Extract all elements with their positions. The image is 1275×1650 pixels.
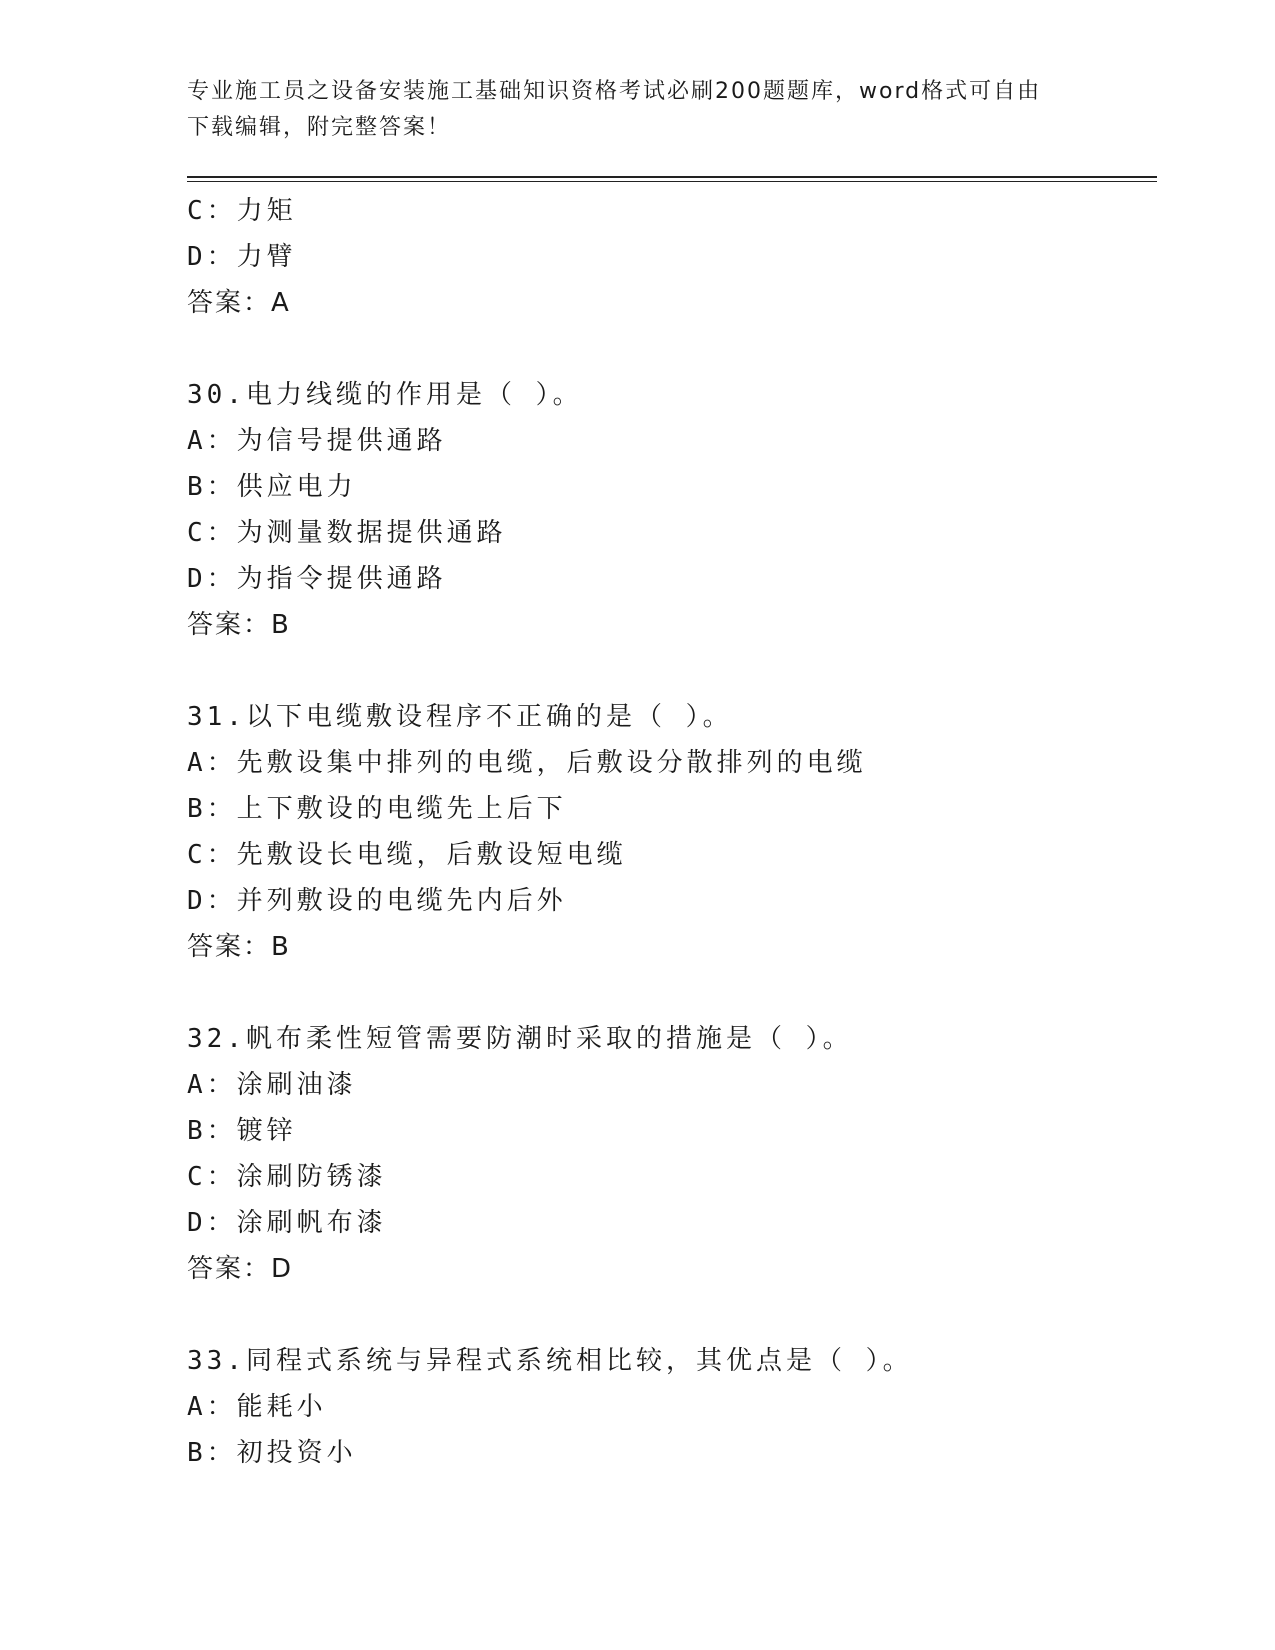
header-rule-thick: [187, 176, 1157, 178]
prev-question-block: [187, 188, 1157, 326]
answer-line: 答案：B: [187, 610, 291, 640]
option-b: B：上下敷设的电缆先上后下: [187, 794, 567, 824]
option-d: D：并列敷设的电缆先内后外: [187, 886, 567, 916]
option-a: A：为信号提供通路: [187, 426, 447, 456]
header-rule-thin: [187, 181, 1157, 182]
question-stem: 32.帆布柔性短管需要防潮时采取的措施是（ ）。: [187, 1024, 853, 1054]
question-32: [187, 1016, 1157, 1292]
option-c: C：力矩: [187, 196, 297, 226]
option-b: B：初投资小: [187, 1438, 357, 1468]
header-line-1: 专业施工员之设备安装施工基础知识资格考试必刷200题题库，word格式可自由: [187, 79, 1042, 104]
option-a: A：能耗小: [187, 1392, 327, 1422]
option-b: B：镀锌: [187, 1116, 297, 1146]
question-31: [187, 694, 1157, 970]
spacer: [187, 326, 1157, 372]
spacer: [187, 970, 1157, 1016]
question-30: [187, 372, 1157, 648]
option-a: A：涂刷油漆: [187, 1070, 357, 1100]
option-d: D：力臂: [187, 242, 297, 272]
option-c: C：涂刷防锈漆: [187, 1162, 387, 1192]
answer-line: 答案：D: [187, 1254, 294, 1284]
document-body: [187, 188, 1157, 1476]
option-c: C：先敷设长电缆，后敷设短电缆: [187, 840, 627, 870]
option-d: D：为指令提供通路: [187, 564, 447, 594]
spacer: [187, 1292, 1157, 1338]
question-33: [187, 1338, 1157, 1476]
question-stem: 31.以下电缆敷设程序不正确的是（ ）。: [187, 702, 733, 732]
option-c: C：为测量数据提供通路: [187, 518, 507, 548]
question-stem: 30.电力线缆的作用是（ ）。: [187, 380, 583, 410]
option-a: A：先敷设集中排列的电缆，后敷设分散排列的电缆: [187, 748, 867, 778]
answer-line: 答案：A: [187, 288, 291, 318]
document-header: [187, 74, 1087, 146]
option-b: B：供应电力: [187, 472, 357, 502]
answer-line: 答案：B: [187, 932, 291, 962]
option-d: D：涂刷帆布漆: [187, 1208, 387, 1238]
spacer: [187, 648, 1157, 694]
header-line-2: 下载编辑，附完整答案！: [187, 115, 452, 140]
question-stem: 33.同程式系统与异程式系统相比较，其优点是（ ）。: [187, 1346, 913, 1376]
